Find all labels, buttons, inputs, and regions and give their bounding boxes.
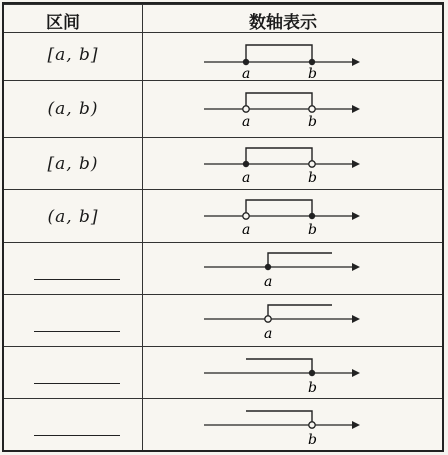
label-a: a: [264, 274, 273, 290]
table-row: [4, 242, 442, 295]
label-a: a: [242, 66, 251, 82]
closed-endpoint-a: [243, 161, 249, 167]
label-b: b: [308, 66, 317, 82]
table-row: [4, 137, 442, 190]
blank-line: [34, 435, 120, 436]
open-endpoint-a: [243, 213, 249, 219]
label-a: a: [242, 170, 251, 186]
closed-endpoint-b: [309, 59, 315, 65]
open-endpoint-b: [309, 106, 315, 112]
blank-line: [34, 279, 120, 280]
interval-notation: (a, b]: [47, 207, 99, 227]
open-endpoint-b: [309, 161, 315, 167]
label-b: b: [308, 380, 317, 396]
open-endpoint-b: [309, 422, 315, 428]
number-line: [144, 295, 444, 347]
number-line: [144, 347, 444, 399]
label-b: b: [308, 114, 317, 130]
label-a: a: [242, 114, 251, 130]
number-line: [144, 190, 444, 243]
number-line: [144, 243, 444, 295]
table-row: [4, 398, 442, 453]
label-a: a: [264, 326, 273, 342]
interval-table: [2, 2, 444, 452]
number-line: [144, 138, 444, 190]
label-b: b: [308, 432, 317, 448]
header-axis: 数轴表示: [249, 13, 317, 33]
interval-notation: (a, b): [47, 99, 99, 119]
closed-endpoint-b: [309, 213, 315, 219]
open-endpoint-a: [243, 106, 249, 112]
number-line: [144, 33, 444, 81]
table-row: [4, 294, 442, 347]
closed-endpoint-b: [309, 370, 315, 376]
header-interval: 区间: [46, 13, 80, 33]
number-line: [144, 81, 444, 138]
table-header: [4, 4, 442, 33]
open-endpoint-a: [265, 316, 271, 322]
table-row: [4, 32, 442, 81]
interval-notation: [a, b): [47, 154, 99, 174]
closed-endpoint-a: [243, 59, 249, 65]
blank-line: [34, 383, 120, 384]
table-row: [4, 189, 442, 243]
number-line: [144, 399, 444, 453]
table-row: [4, 346, 442, 399]
label-b: b: [308, 222, 317, 238]
blank-line: [34, 331, 120, 332]
label-a: a: [242, 222, 251, 238]
interval-notation: [a, b]: [47, 45, 99, 65]
label-b: b: [308, 170, 317, 186]
table-row: [4, 80, 442, 138]
closed-endpoint-a: [265, 264, 271, 270]
